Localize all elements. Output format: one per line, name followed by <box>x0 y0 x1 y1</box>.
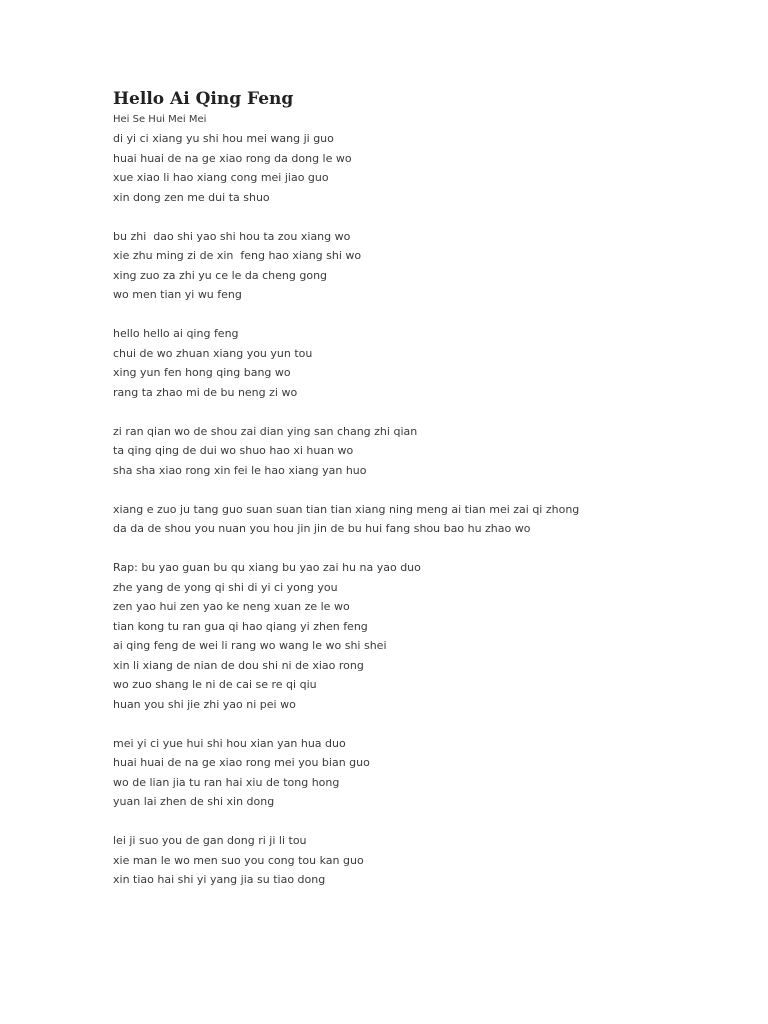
lyric-line: bu zhi dao shi yao shi hou ta zou xiang wo <box>113 229 351 243</box>
lyrics-stanza <box>113 129 733 207</box>
lyric-line: xin li xiang de nian de dou shi ni de xiao rong <box>113 658 364 672</box>
lyric-line: tian kong tu ran gua qi hao qiang yi zhen feng <box>113 619 368 633</box>
lyric-line: wo zuo shang le ni de cai se re qi qiu <box>113 678 317 691</box>
lyrics-body <box>113 129 733 890</box>
lyrics-stanza <box>113 227 733 305</box>
lyric-line: da da de shou you nuan you hou jin jin de bu hui fang shou bao hu zhao wo <box>113 522 531 535</box>
lyric-line: huan you shi jie zhi yao ni pei wo <box>113 697 296 711</box>
lyric-line: xie zhu ming zi de xin feng hao xiang shi wo <box>113 249 362 262</box>
lyrics-stanza <box>113 500 733 539</box>
lyric-line: wo de lian jia tu ran hai xiu de tong hong <box>113 775 340 789</box>
lyric-line: yuan lai zhen de shi xin dong <box>113 795 275 808</box>
lyric-line: mei yi ci yue hui shi hou xian yan hua duo <box>113 736 346 750</box>
lyrics-stanza <box>113 831 733 890</box>
lyric-line: ai qing feng de wei li rang wo wang le wo shi shei <box>113 639 387 652</box>
lyric-line: xin tiao hai shi yi yang jia su tiao dong <box>113 873 326 886</box>
song-artist: Hei Se Hui Mei Mei <box>113 114 207 125</box>
lyric-line: di yi ci xiang yu shi hou mei wang ji guo <box>113 132 334 145</box>
lyric-line: sha sha xiao rong xin fei le hao xiang yan huo <box>113 463 367 477</box>
lyric-line: zhe yang de yong qi shi di yi ci yong you <box>113 580 338 594</box>
lyric-line: chui de wo zhuan xiang you yun tou <box>113 346 313 360</box>
lyric-line: xin dong zen me dui ta shuo <box>113 190 270 204</box>
lyric-line: zi ran qian wo de shou zai dian ying san chang zhi qian <box>113 424 418 438</box>
lyric-line: hello hello ai qing feng <box>113 327 239 340</box>
lyric-line: xie man le wo men suo you cong tou kan guo <box>113 853 364 867</box>
lyrics-stanza <box>113 324 733 402</box>
song-title: Hello Ai Qing Feng <box>113 89 294 109</box>
lyric-line: lei ji suo you de gan dong ri ji li tou <box>113 834 307 847</box>
lyric-line: huai huai de na ge xiao rong da dong le wo <box>113 151 352 165</box>
lyrics-stanza <box>113 734 733 812</box>
lyric-line: zen yao hui zen yao ke neng xuan ze le wo <box>113 600 350 613</box>
lyric-line: xiang e zuo ju tang guo suan suan tian tian xiang ning meng ai tian mei zai qi zhong <box>113 502 580 516</box>
lyrics-stanza <box>113 558 733 714</box>
lyric-line: Rap: bu yao guan bu qu xiang bu yao zai hu na yao duo <box>113 561 421 574</box>
lyric-line: huai huai de na ge xiao rong mei you bian guo <box>113 756 370 769</box>
lyric-line: xing yun fen hong qing bang wo <box>113 366 291 379</box>
lyric-line: xue xiao li hao xiang cong mei jiao guo <box>113 171 329 184</box>
lyric-line: wo men tian yi wu feng <box>113 288 242 301</box>
lyrics-stanza <box>113 422 733 481</box>
lyric-line: ta qing qing de dui wo shuo hao xi huan wo <box>113 444 354 457</box>
lyrics-document <box>113 88 733 909</box>
lyric-line: rang ta zhao mi de bu neng zi wo <box>113 385 298 399</box>
lyric-line: xing zuo za zhi yu ce le da cheng gong <box>113 268 328 282</box>
